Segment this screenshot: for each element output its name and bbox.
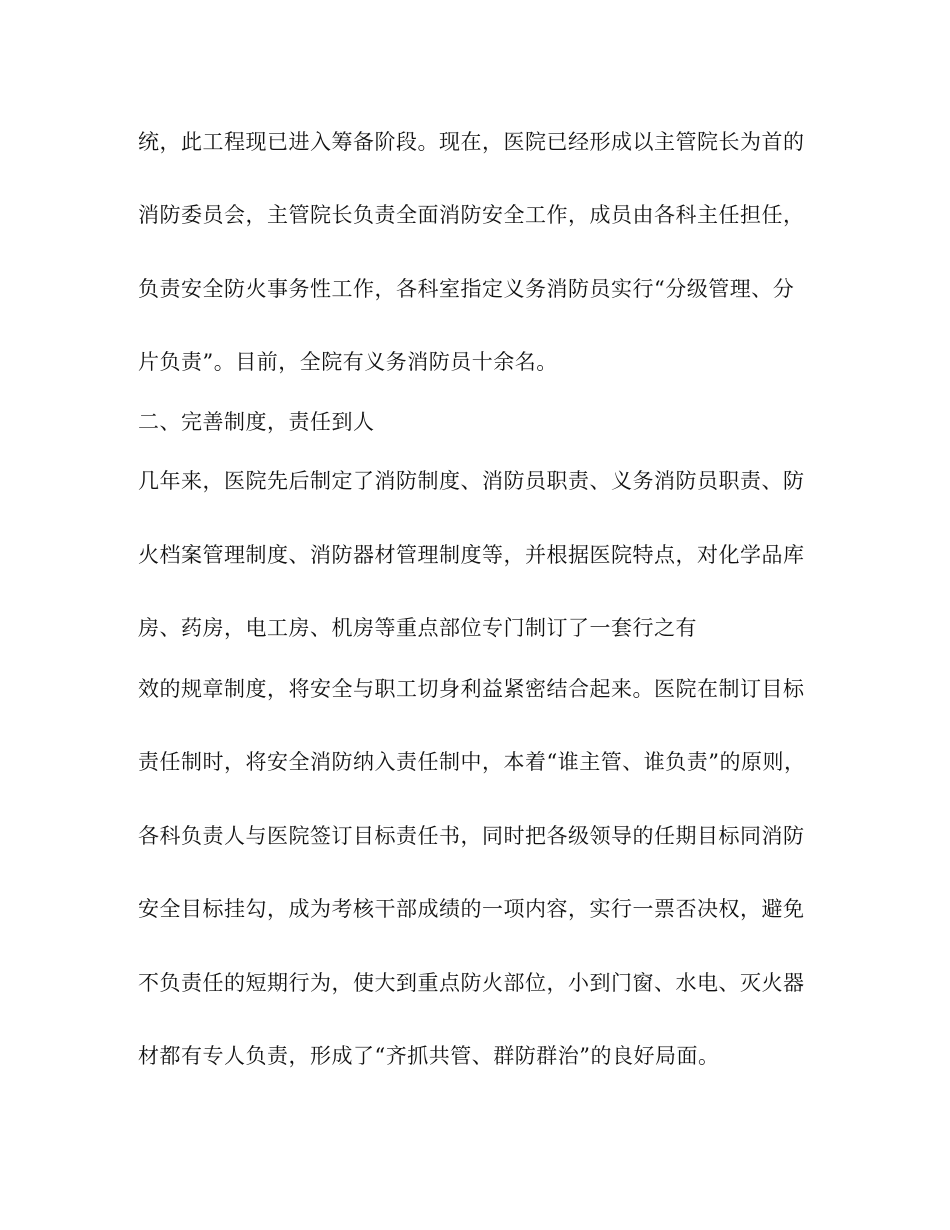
text-line: 材都有专人负责，形成了“齐抓共管、群防群治”的良好局面。 (138, 1044, 720, 1068)
text-line: 各科负责人与医院签订目标责任书，同时把各级领导的任期目标同消防 (138, 824, 805, 848)
text-line: 统，此工程现已进入筹备阶段。现在，医院已经形成以主管院长为首的 (138, 130, 805, 154)
text-line: 消防委员会，主管院长负责全面消防安全工作，成员由各科主任担任， (138, 203, 805, 227)
text-line: 不负责任的短期行为，使大到重点防火部位，小到门窗、水电、灭火器 (138, 971, 805, 995)
text-line: 负责安全防火事务性工作，各科室指定义务消防员实行“分级管理、分 (138, 277, 795, 301)
text-line: 效的规章制度，将安全与职工切身利益紧密结合起来。医院在制订目标 (138, 677, 805, 701)
text-line: 片负责”。目前，全院有义务消防员十余名。 (138, 350, 558, 374)
text-line: 几年来，医院先后制定了消防制度、消防员职责、义务消防员职责、防 (138, 469, 805, 493)
section-heading: 二、完善制度，责任到人 (138, 410, 375, 434)
text-line: 责任制时，将安全消防纳入责任制中，本着“谁主管、谁负责”的原则， (138, 750, 806, 774)
text-line: 房、药房，电工房、机房等重点部位专门制订了一套行之有 (138, 616, 697, 640)
text-line: 火档案管理制度、消防器材管理制度等，并根据医院特点，对化学品库 (138, 543, 805, 567)
text-line: 安全目标挂勾，成为考核干部成绩的一项内容，实行一票否决权，避免 (138, 897, 805, 921)
